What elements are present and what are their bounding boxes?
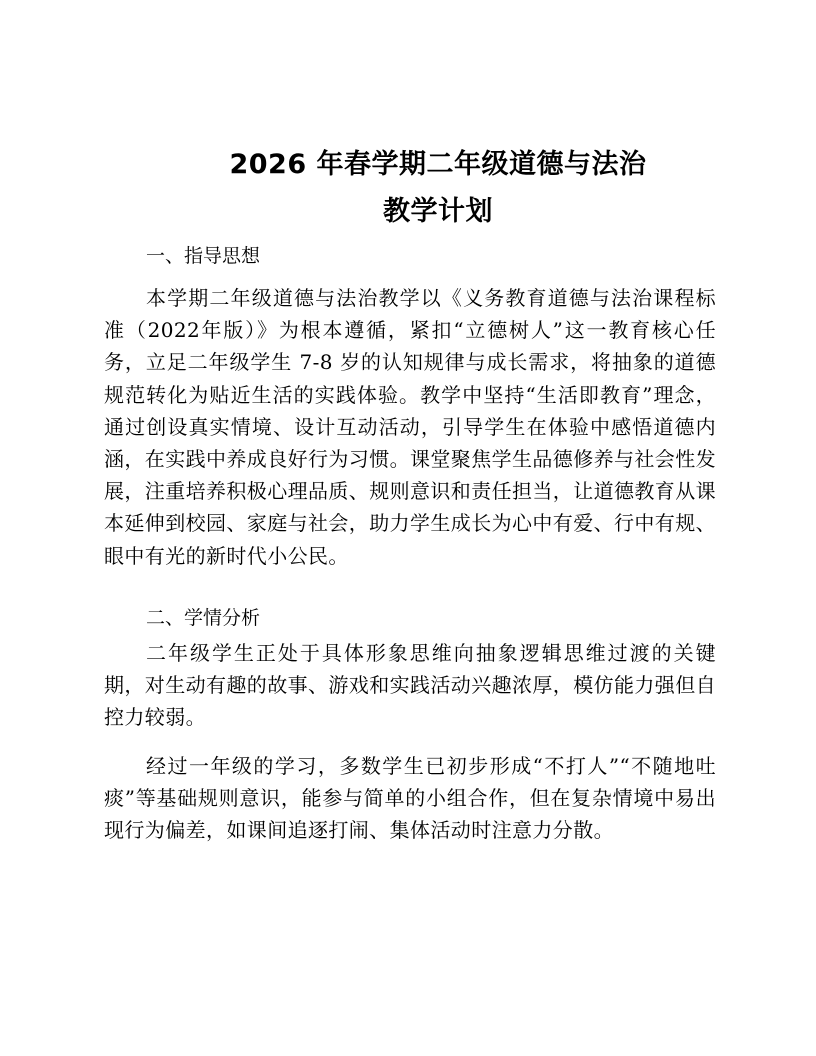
document-title-line-1: 2026 年春学期二年级道德与法治 bbox=[229, 149, 647, 180]
paragraph-guiding-ideology: 本学期二年级道德与法治教学以《义务教育道德与法治课程标准（2022年版）》为根本遵循，紧扣“立德树人”这一教育核心任务，立足二年级学生 7-8 岁的认知规律与成长需求，将抽象的道德规范转化为贴近生活的实践体验。教学中坚持“生活即教育”理念，通过创设真实情境、设计互动活动，引导学生在体验中感悟道德内涵，在实践中养成良好行为习惯。课堂聚焦学生品德修养与社会性发展，注重培养积极心理品质、规则意识和责任担当，让道德教育从课本延伸到校园、家庭与社会，助力学生成长为心中有爱、行中有规、眼中有光的新时代小公民。 bbox=[104, 286, 716, 568]
section-heading-guiding-ideology: 一、指导思想 bbox=[146, 245, 261, 267]
document-title-line-2: 教学计划 bbox=[383, 196, 493, 227]
paragraph-student-analysis-2: 经过一年级的学习，多数学生已初步形成“不打人”“不随地吐痰”等基础规则意识，能参与简单的小组合作，但在复杂情境中易出现行为偏差，如课间追逐打闹、集体活动时注意力分散。 bbox=[104, 754, 716, 843]
section-heading-student-analysis: 二、学情分析 bbox=[146, 607, 261, 629]
paragraph-student-analysis-1: 二年级学生正处于具体形象思维向抽象逻辑思维过渡的关键期，对生动有趣的故事、游戏和实践活动兴趣浓厚，模仿能力强但自控力较弱。 bbox=[104, 641, 716, 730]
